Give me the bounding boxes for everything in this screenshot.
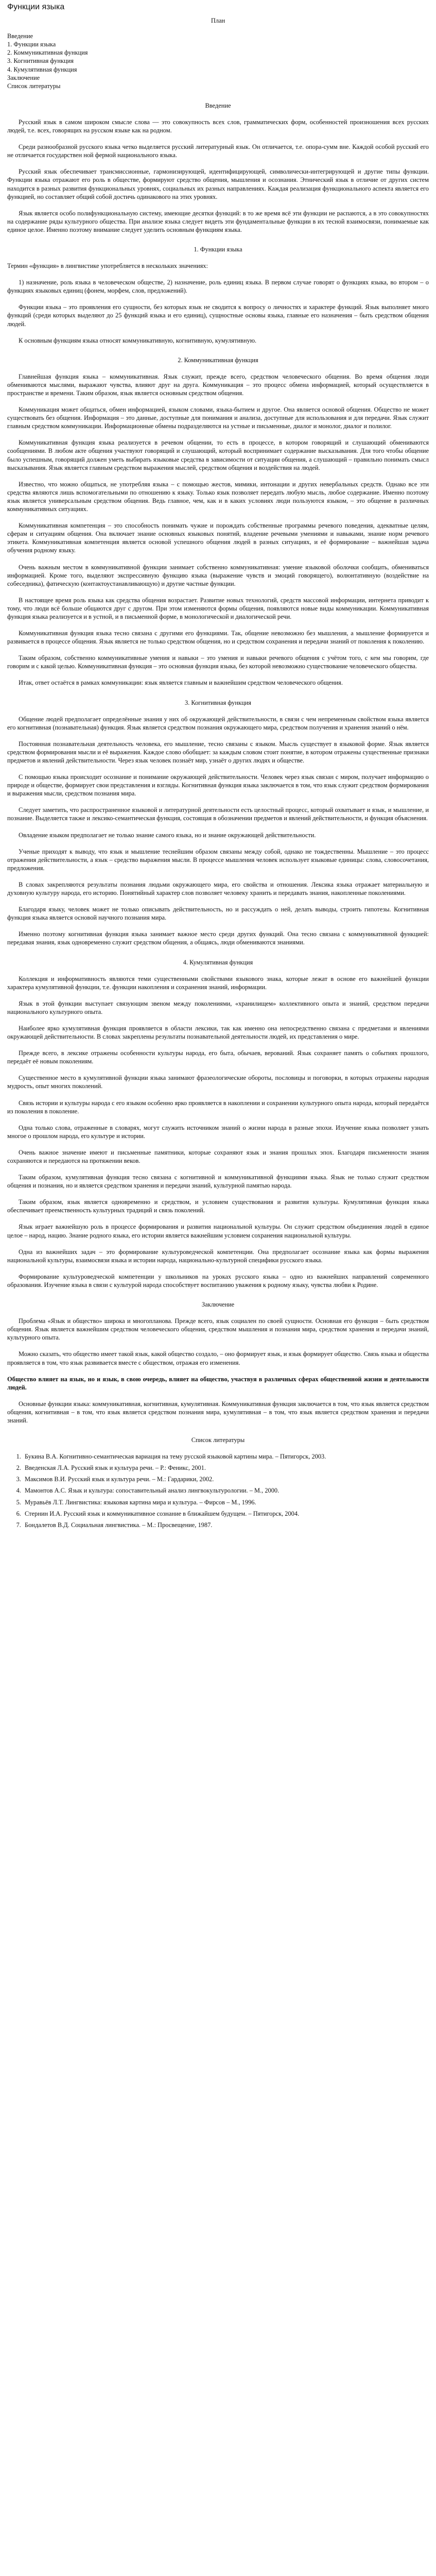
paragraph: Главнейшая функция языка – коммуникативная. Язык служит, прежде всего, средством человеческого общения. Во время общения люди обмениваются мыслями, выражают чувства, влияют друг на друга. Коммуникация – это процесс обмена информацией, который осуществляется в пространстве и времени. Таким образом, язык является основным средством общения. — [7, 372, 429, 397]
paragraph: Коммуникативная функция языка реализуется в речевом общении, то есть в процессе, в котором говорящий и слушающий обмениваются сообщениями. В любом акте общения участвуют говорящий и слушающий, который воспринимает содержание высказывания. Для того чтобы общение было успешным, говорящий должен уметь выбирать языковые средства в зависимости от ситуации общения, а слушающий – правильно понимать смысл высказывания. Язык является главным средством выражения мыслей, средством общения и воздействия на людей. — [7, 439, 429, 471]
paragraph: Именно поэтому когнитивная функция языка занимает важное место среди других функций. Она тесно связана с коммуникативной функцией: передавая знания, язык одновременно служит средством общения, а общаясь, люди обмениваются знаниями. — [7, 930, 429, 946]
section-heading: Заключение — [201, 1301, 235, 1309]
reference-item: 6. Стернин И.А. Русский язык и коммуникативное сознание в ближайшем будущем. – Пятигорск, 2004. — [23, 1510, 429, 1518]
paragraph: Можно сказать, что общество имеет такой язык, какой общество создало, – оно формирует язык, и язык формирует общество. Связь языка и общества проявляется в том, что язык развивается вместе с обществом, отражая его изменения. — [7, 1350, 429, 1366]
plan-intro: Введение — [7, 32, 33, 40]
reference-item: 2. Введенская Л.А. Русский язык и культура речи. – Р.: Феникс, 2001. — [23, 1464, 429, 1472]
plan-block — [7, 16, 429, 90]
paragraph: Язык играет важнейшую роль в процессе формирования и развития национальной культуры. Он служит средством объединения людей в единое целое – народ, нацию. Знание родного языка, его истории является важнейшим условием сохранения национальной культуры. — [7, 1223, 429, 1239]
paragraph: Известно, что можно общаться, не употребляя языка – с помощью жестов, мимики, интонации и других невербальных средств. Однако все эти средства являются лишь вспомогательными по отношению к языку. Только язык позволяет передать любую мысль, любое содержание. Именно поэтому язык является универсальным средством общения. Ведь главное, чем, как и в каких условиях люди пользуются языком, – это общение в различных коммуникативных ситуациях. — [7, 480, 429, 513]
paragraph: 1) назначение, роль языка в человеческом обществе, 2) назначение, роль единиц языка. В первом случае говорят о функциях языка, во втором – о функциях языковых единиц (фонем, морфем, слов, предложений). — [7, 279, 429, 295]
paragraph: Овладение языком предполагает не только знание самого языка, но и знание окружающей действительности. — [19, 831, 316, 839]
paragraph: Формирование культуроведческой компетенции у школьников на уроках русского языка – одно из важнейших направлений современного образования. Изучение языка в связи с культурой народа способствует воспитанию уважения к родному языку, чувства любви к Родине. — [7, 1273, 429, 1289]
paragraph: Наиболее ярко кумулятивная функция проявляется в области лексики, так как именно она непосредственно связана с предметами и явлениями окружающей действительности. В словах закреплены результаты познавательной деятельности людей, их представления о мире. — [7, 1024, 429, 1041]
paragraph: Таким образом, собственно коммуникативные умения и навыки – это умения и навыки речевого общения с учётом того, с кем мы говорим, где говорим и с какой целью. Коммуникативная функция – это основная функция языка, без которой невозможно существование человеческого общества. — [7, 654, 429, 670]
paragraph: Коммуникативная функция языка тесно связана с другими его функциями. Так, общение невозможно без мышления, а мышление формируется и развивается в процессе общения. Язык является не только средством общения, но и средством сохранения и передачи знаний от поколения к поколению. — [7, 630, 429, 646]
paragraph: Очень важное значение имеют и письменные памятники, которые сохраняют язык и знания прошлых эпох. Благодаря письменности знания сохраняются и передаются на протяжении веков. — [7, 1148, 429, 1164]
paragraph: К основным функциям языка относят коммуникативную, когнитивную, кумулятивную. — [19, 336, 257, 344]
paragraph: Итак, ответ остаётся в рамках коммуникации: язык является главным и важнейшим средством человеческого общения. — [19, 679, 343, 687]
paragraph: Коммуникация может общаться, обмен информацией, языком словами, языка-бытием и другое. Она является основой общения. Общество не может существовать без общения. Информация – это данные, доступные для понимания и анализа, доступные для использования и для передачи. Язык служит главным средством коммуникации. Информационные обмены подразделяются на устные и письменные, диалог и монолог, диалог и полилог. — [7, 406, 429, 430]
paragraph: Функции языка – это проявления его сущности, без которых язык не сводится к вопросу о личностях и характере функций. Язык выполняет много функций (среди которых выделяют до 25 функций языка и его единиц), сущностные основы языка, главные его назначения – быть средством общения людей. — [7, 303, 429, 328]
plan-conclusion: Заключение — [7, 74, 40, 81]
paragraph: Язык является особо полифункциональную систему, имеющие десятки функций: в то же время всё эти функции не распаются, а в это совокупностях на содержание ряды культурного общества. При анализе языка следует видеть эти фундаментальные функции в их тесной взаимосвязи, понимаемые как единое целое. Именно поэтому внимание следует уделить основным функциям языка. — [7, 209, 429, 233]
section-heading: 4. Кумулятивная функция — [183, 958, 253, 966]
paragraph: Коллекция и информативность являются теми существенными свойствами языкового знака, которые лежат в основе его важнейшей функции характера кумулятивной функции, т.е. функции накопления и сохранения знаний, информации. — [7, 975, 429, 991]
paragraph: Одна только слова, отраженные в словарях, могут служить источником знаний о жизни народа в разные эпохи. Изучение языка позволяет узнать многое о прошлом народа, его культуре и истории. — [7, 1124, 429, 1140]
reference-item: 4. Мамонтов А.С. Язык и культура: сопоставительный анализ лингвокультурологии. – М., 2000. — [23, 1486, 429, 1495]
paragraph: Постоянная познавательная деятельность человека, его мышление, тесно связаны с языком. Мысль существует в языковой форме. Язык является средством формирования мысли и её выражения. Каждое слово обобщает: за каждым словом стоит понятие, в котором отражены существенные признаки предметов и явлений действительности. Через язык человек познаёт мир, узнаёт о других людях и обществе. — [7, 740, 429, 764]
paragraph: Таким образом, язык является одновременно и средством, и условием существования и развития культуры. Кумулятивная функция языка обеспечивает преемственность культурных традиций и связь поколений. — [7, 1198, 429, 1214]
section-heading: 2. Коммуникативная функция — [178, 356, 258, 364]
paragraph: Проблема «Язык и общество» широка и многопланова. Прежде всего, язык социален по своей сущности. Основная его функция – быть средством общения. Язык является важнейшим средством человеческого общения, средством мышления и познания мира, средством хранения и передачи знаний, культурного опыта. — [7, 1317, 429, 1342]
plan-item: 3. Когнитивная функция — [7, 57, 74, 65]
paragraph: Основные функции языка: коммуникативная, когнитивная, кумулятивная. Коммуникативная функция заключается в том, что язык является средством общения, когнитивная – в том, что язык является средством познания мира, кумулятивная – в том, что язык является средством хранения и передачи знаний. — [7, 1400, 429, 1424]
plan-references: Список литературы — [7, 82, 61, 90]
paragraph: Прежде всего, в лексике отражены особенности культуры народа, его быта, обычаев, верований. Язык сохраняет память о событиях прошлого, передаёт её новым поколениям. — [7, 1049, 429, 1065]
paragraph: Таким образом, кумулятивная функция тесно связана с когнитивной и коммуникативной функциями языка. Язык не только служит средством общения и познания, но и является средством хранения и передачи знаний, культурной памятью народа. — [7, 1174, 429, 1190]
paragraph: Язык в этой функции выступает связующим звеном между поколениями, «хранилищем» коллективного опыта и знаний, средством передачи национального культурного опыта. — [7, 999, 429, 1015]
paragraph: Связь истории и культуры народа с его языком особенно ярко проявляется в накоплении и сохранении культурного опыта народа, который передаётся из поколения в поколение. — [7, 1099, 429, 1115]
plan-item: 4. Кумулятивная функция — [7, 65, 77, 73]
paragraph: Существенное место в кумулятивной функции языка занимают фразеологические обороты, пословицы и поговорки, в которых отражены народная мудрость, опыт многих поколений. — [7, 1074, 429, 1090]
paragraph: Термин «функция» в лингвистике употребляется в нескольких значениях: — [7, 262, 208, 270]
section-heading: 3. Когнитивная функция — [185, 699, 251, 706]
section-communicative — [7, 356, 429, 687]
section-functions — [7, 245, 429, 345]
paragraph: Очень важным местом в коммуникативной функции занимает собственно коммуникативная: умение языковой оболочки сообщать, обмениваться информацией. Кроме того, выделяют экспрессивную функцию языка (выражение чувств и эмоций говорящего), волюнтативную (воздействие на собеседника), фатическую (контактоустанавливающую) и другие частные функции. — [7, 563, 429, 587]
paragraph: Общение людей предполагает определённые знания у них об окружающей действительности, в связи с чем непременным свойством языка является его когнитивная (познавательная) функция. Язык является средством познания окружающего мира, средством получения и хранения знаний о нём. — [7, 715, 429, 731]
section-cognitive — [7, 699, 429, 947]
plan-heading: План — [211, 17, 225, 25]
reference-item: 1. Букина В.А. Когнитивно-семантическая вариация на тему русской языковой картины мира. – Пятигорск, 2003. — [23, 1452, 429, 1461]
section-heading: Введение — [205, 101, 231, 109]
section-heading: Список литературы — [191, 1436, 245, 1444]
paragraph: В словах закрепляются результаты познания людьми окружающего мира, его свойства и отношения. Лексика языка отражает материальную и духовную культуру народа, его историю. Понятийный характер слов позволяет человеку хранить и передавать знания, накопленные поколениями. — [7, 880, 429, 897]
references-section — [7, 1436, 429, 1529]
plan-item: 2. Коммуникативная функция — [7, 49, 88, 57]
reference-item: 5. Муравьёв Л.Т. Лингвистика: языковая картина мира и культура. – Фирсов – М., 1996. — [23, 1498, 429, 1506]
intro-section — [7, 101, 429, 234]
paragraph: С помощью языка происходит осознание и понимание окружающей действительности. Человек через язык связан с миром, получает информацию о природе и обществе, формирует свои представления и взгляды. Когнитивная функция языка заключается в том, что язык служит средством формирования и выражения мысли, средством познания мира. — [7, 773, 429, 798]
paragraph: Русский язык обеспечивает трансмиссионные, гармонизирующей, идентифицирующей, символически-интегрирующей и другие типы функции. Функции языка отражают его роль в обществе, формируют средство общения, мышления и осознания. Этнический язык в отличие от других систем находится в разных развития функциональных уровнях, социальных их разных направлениях. Каждая реализация функционального аспекта является его функцией, но составляет общий собой достичь одинакового на этих уровнях. — [7, 168, 429, 200]
paragraph: Благодаря языку, человек может не только описывать действительность, но и рассуждать о ней, делать выводы, строить гипотезы. Когнитивная функция языка является основой научного познания мира. — [7, 906, 429, 922]
references-list — [7, 1452, 429, 1529]
paragraph: Одна из важнейших задач – это формирование культуроведческой компетенции. Она предполагает осознание языка как формы выражения национальной культуры, взаимосвязи языка и истории народа, национально-культурной специфики русского языка. — [7, 1248, 429, 1264]
reference-item: 3. Максимов В.И. Русский язык и культура речи. – М.: Гардарики, 2002. — [23, 1475, 429, 1483]
document-title: Функции языка — [7, 3, 65, 11]
paragraph: Среди разнообразной русского языка четко выделяется русский литературный язык. Он отличается, т.е. опора-сумм вне. Каждой особой русский его не отличается государствен ной фермой национального языка. — [7, 143, 429, 159]
conclusion-section — [7, 1300, 429, 1425]
paragraph: Следует заметить, что распространенное языковой и литературной деятельности есть целостный процесс, который охватывает и язык, и мышление, и познание. Выделяется также и лексико-семантическая функция, состоящая в обозначении предметов и явлений действительности, и функция объяснения. — [7, 806, 429, 822]
section-cumulative — [7, 958, 429, 1290]
reference-item: 7. Бондалетов В.Д. Социальная лингвистика. – М.: Просвещение, 1987. — [23, 1521, 429, 1529]
paragraph: Коммуникативная компетенция – это способность понимать чужие и порождать собственные программы речевого поведения, адекватные целям, сферам и ситуациям общения. Она включает знание основных языковых понятий, владение речевыми умениями и навыками, знание норм речевого этикета. Коммуникативная компетенция является основой успешного общения людей в разных ситуациях, и её формирование – важнейшая задача обучения родному языку. — [7, 522, 429, 554]
section-heading: 1. Функции языка — [194, 245, 242, 253]
paragraph: Ученые приходят к выводу, что язык и мышление теснейшим образом связаны между собой, однако не тождественны. Мышление – это процесс отражения действительности, а язык – средство выражения мысли. В процессе мышления человек использует языковые единицы: слова, словосочетания, предложения. — [7, 848, 429, 872]
plan-item: 1. Функции языка — [7, 41, 56, 48]
emphasis-paragraph: Общество влияет на язык, но и язык, в свою очередь, влияет на общество, участвуя в различных сферах общественной жизни и деятельности людей. — [7, 1375, 429, 1391]
paragraph: Русский язык в самом широком смысле слова — это совокупность всех слов, грамматических форм, особенностей произношения всех русских людей, т.е. всех, говорящих на русском языке как на родном. — [7, 118, 429, 134]
paragraph: В настоящее время роль языка как средства общения возрастает. Развитие новых технологий, средств массовой информации, интернета приводит к тому, что люди всё больше общаются друг с другом. При этом изменяются формы общения, появляются новые виды коммуникации. Коммуникативная функция языка реализуется и в устной, и в письменной форме, в монологической и диалогической речи. — [7, 596, 429, 620]
